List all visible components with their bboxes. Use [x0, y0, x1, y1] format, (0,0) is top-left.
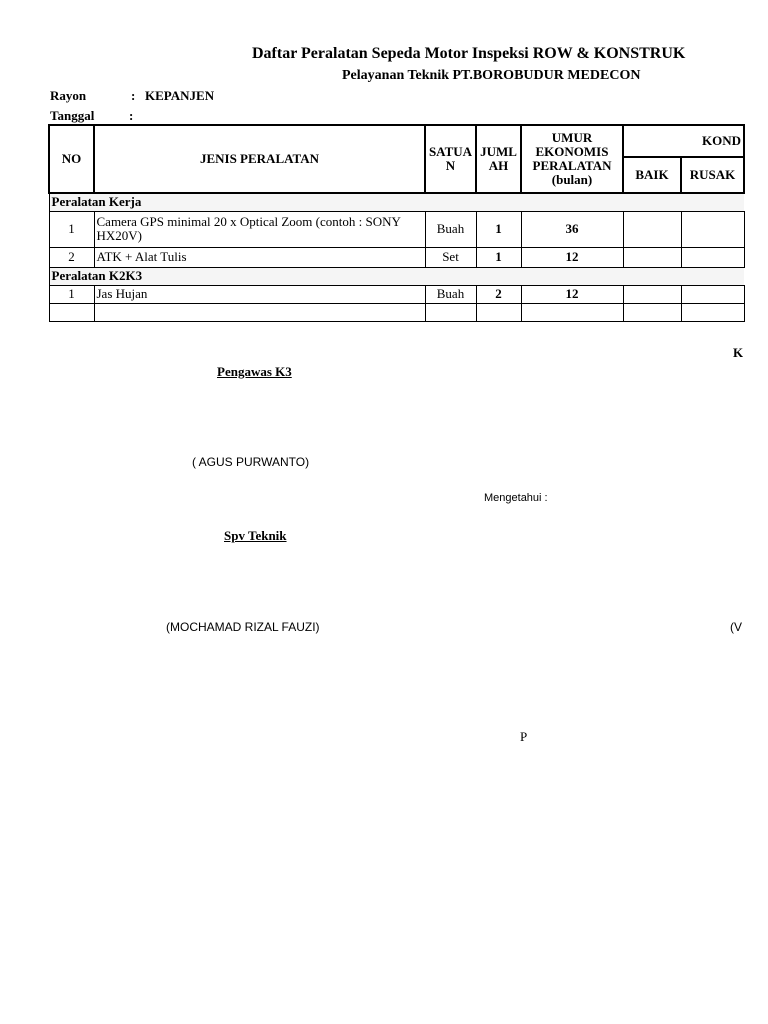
pengawas-name: ( AGUS PURWANTO)	[192, 455, 310, 469]
tanggal-label: Tanggal	[50, 108, 95, 123]
table-row-empty	[49, 303, 744, 321]
cell-empty	[425, 303, 476, 321]
rayon-label: Rayon	[50, 88, 87, 103]
cell-baik	[623, 247, 681, 267]
section-row	[49, 193, 744, 211]
header-umur-line-1: UMUR	[551, 130, 593, 145]
spv-name: (MOCHAMAD RIZAL FAUZI)	[166, 620, 320, 634]
cell-satuan: Buah	[425, 285, 476, 303]
header-umur-line-2: EKONOMIS	[535, 144, 609, 159]
cell-empty	[94, 303, 425, 321]
mengetahui-label: Mengetahui :	[484, 492, 548, 504]
cell-jenis: Camera GPS minimal 20 x Optical Zoom (contoh : SONY HX20V)	[94, 211, 425, 247]
cell-umur: 36	[521, 211, 623, 247]
section-row	[49, 267, 744, 285]
document-title: Daftar Peralatan Sepeda Motor Inspeksi ROW & KONSTRUK	[252, 45, 686, 62]
cell-satuan: Set	[425, 247, 476, 267]
right-initial: K	[733, 345, 744, 360]
header-umur-ekonomis	[521, 125, 623, 193]
header-kondisi: KOND	[623, 125, 744, 157]
rayon-separator: :	[131, 88, 136, 103]
equipment-table	[48, 124, 745, 322]
cell-jumlah: 1	[476, 211, 521, 247]
cell-umur: 12	[521, 285, 623, 303]
header-umur-line-3: PERALATAN	[532, 158, 612, 173]
header-baik: BAIK	[623, 157, 681, 193]
cell-baik	[623, 211, 681, 247]
spv-title: Spv Teknik	[224, 528, 287, 543]
document-subtitle: Pelayanan Teknik PT.BOROBUDUR MEDECON	[342, 68, 641, 83]
header-jumlah: JUMLAH	[476, 125, 521, 193]
table-row	[49, 247, 744, 267]
table-row	[49, 211, 744, 247]
section-name: Peralatan Kerja	[49, 193, 744, 211]
cell-jenis: ATK + Alat Tulis	[94, 247, 425, 267]
cell-empty	[521, 303, 623, 321]
cell-jumlah: 2	[476, 285, 521, 303]
cell-jumlah: 1	[476, 247, 521, 267]
right-name-fragment: (V	[730, 620, 742, 634]
table-row	[49, 285, 744, 303]
header-rusak: RUSAK	[681, 157, 744, 193]
header-no: NO	[49, 125, 94, 193]
bottom-initial: P	[520, 729, 528, 744]
cell-no: 1	[49, 285, 94, 303]
header-satuan: SATUAN	[425, 125, 476, 193]
cell-empty	[681, 303, 744, 321]
section-name: Peralatan K2K3	[49, 267, 744, 285]
cell-rusak	[681, 247, 744, 267]
header-umur-line-4: (bulan)	[551, 172, 593, 187]
rayon-value: KEPANJEN	[145, 88, 215, 103]
cell-empty	[49, 303, 94, 321]
pengawas-title: Pengawas K3	[217, 364, 292, 379]
cell-rusak	[681, 285, 744, 303]
cell-rusak	[681, 211, 744, 247]
cell-jenis: Jas Hujan	[94, 285, 425, 303]
cell-no: 2	[49, 247, 94, 267]
cell-no: 1	[49, 211, 94, 247]
cell-empty	[623, 303, 681, 321]
header-row-1	[49, 125, 744, 157]
cell-empty	[476, 303, 521, 321]
header-jenis-peralatan: JENIS PERALATAN	[94, 125, 425, 193]
cell-baik	[623, 285, 681, 303]
cell-satuan: Buah	[425, 211, 476, 247]
cell-umur: 12	[521, 247, 623, 267]
tanggal-separator: :	[129, 108, 134, 123]
